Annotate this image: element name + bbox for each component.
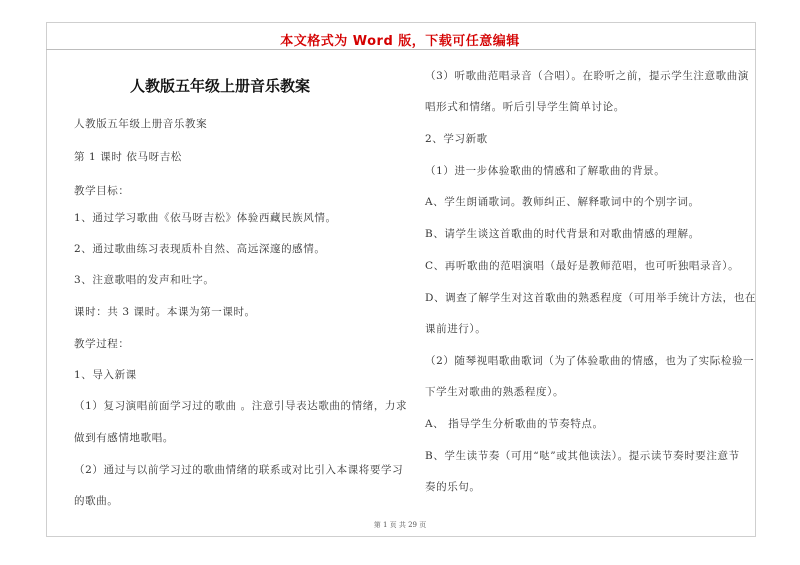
step-2-item-2-cont: 下学生对歌曲的熟悉程度）。 xyxy=(425,386,565,398)
step-1-item-3-cont: 唱形式和情绪。听后引导学生简单讨论。 xyxy=(425,101,625,113)
header-divider xyxy=(46,49,756,50)
step-1-item-1: （1）复习演唱前面学习过的歌曲 。注意引导表达歌曲的情绪，力求 xyxy=(74,400,408,412)
step-2-item-2: （2）随琴视唱歌曲歌词（为了体验歌曲的情感，也为了实际检验一 xyxy=(425,355,755,367)
process-heading: 教学过程： xyxy=(74,338,130,350)
step-1-item-2-cont: 的歌曲。 xyxy=(74,495,119,507)
step-2-item-2-b: B、学生读节奏（可用“哒”或其他读法）。提示读节奏时要注意节 xyxy=(425,450,740,462)
objectives-heading: 教学目标： xyxy=(74,185,130,197)
step-2-item-1-b: B、请学生谈这首歌曲的时代背景和对歌曲情感的理解。 xyxy=(425,228,700,240)
step-2-item-2-b-cont: 奏的乐句。 xyxy=(425,481,481,493)
objective-1: 1、通过学习歌曲《依马呀吉松》体验西藏民族风情。 xyxy=(74,212,337,224)
lesson-heading: 第 1 课时 依马呀吉松 xyxy=(74,151,182,163)
step-1-item-3: （3）听歌曲范唱录音（合唱）。在聆听之前，提示学生注意歌曲演 xyxy=(425,70,749,82)
step-1-heading: 1、导入新课 xyxy=(74,369,137,381)
objective-3: 3、注意歌唱的发声和吐字。 xyxy=(74,274,215,286)
step-1-item-2: （2）通过与以前学习过的歌曲情绪的联系或对比引入本课将要学习 xyxy=(74,464,404,476)
step-2-item-1: （1）进一步体验歌曲的情感和了解歌曲的背景。 xyxy=(425,165,666,177)
document-title: 人教版五年级上册音乐教案 xyxy=(129,77,310,95)
step-1-item-1-cont: 做到有感情地歌唱。 xyxy=(74,432,174,444)
step-2-item-1-d: D、调查了解学生对这首歌曲的熟悉程度（可用举手统计方法，也在 xyxy=(425,292,756,304)
subtitle-line: 人教版五年级上册音乐教案 xyxy=(74,118,208,130)
step-2-item-1-d-cont: 课前进行）。 xyxy=(425,323,487,335)
step-2-item-1-c: C、再听歌曲的范唱演唱（最好是教师范唱，也可听独唱录音）。 xyxy=(425,260,740,272)
word-version-banner: 本文格式为 Word 版，下载可任意编辑 xyxy=(280,34,520,49)
objective-2: 2、通过歌曲练习表现质朴自然、高远深邃的感情。 xyxy=(74,243,326,255)
step-2-item-1-a: A、学生朗诵歌词。教师纠正、解释歌词中的个别字词。 xyxy=(425,196,700,208)
step-2-item-2-a: A、 指导学生分析歌曲的节奏特点。 xyxy=(425,418,604,430)
step-2-heading: 2、学习新歌 xyxy=(425,133,488,145)
class-hours: 课时：共 3 课时。本课为第一课时。 xyxy=(74,306,256,318)
page-number-footer: 第 1 页 共 29 页 xyxy=(373,521,427,529)
